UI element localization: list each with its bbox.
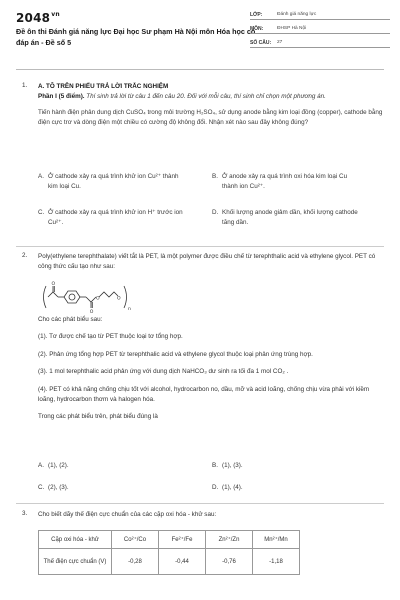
meta-value: 27	[277, 40, 283, 45]
meta-row-count	[250, 38, 390, 48]
choice-text: (1), (2).	[48, 462, 69, 469]
choice-b[interactable]	[212, 461, 362, 471]
meta-key: MÔN:	[250, 25, 264, 32]
question-divider	[16, 503, 384, 504]
choice-label: C.	[38, 209, 45, 216]
section-title: A. TÔ TRÊN PHIẾU TRẢ LỜI TRẮC NGHIỆM	[38, 83, 169, 90]
table-row	[39, 549, 300, 575]
choice-label: C.	[38, 484, 45, 491]
statements-intro: Cho các phát biểu sau:	[38, 316, 103, 323]
site-logo[interactable]	[16, 11, 60, 25]
choice-text: (2), (3).	[48, 484, 69, 491]
brand-suffix: vn	[51, 11, 60, 18]
choice-label: D.	[212, 484, 219, 491]
table-header-cell: Mn²⁺/Mn	[253, 531, 300, 549]
choice-c[interactable]	[38, 208, 188, 228]
question-2-statements	[38, 315, 386, 423]
part-instruction	[38, 92, 386, 102]
choice-label: A.	[38, 462, 44, 469]
document-title: Đề ôn thi Đánh giá năng lực Đại học Sư phạm Hà Nội môn Hóa học có đáp án - Đề số 5	[16, 27, 256, 47]
electrode-potential-table	[38, 530, 300, 575]
question-stem: Tiến hành điện phân dung dịch CuSO₄ trong môi trường H₂SO₄, sử dụng anode bằng kim loại đồng (copper), cathode bằng điện cực trơ và dòng điện một chiều có cường độ không đổi. Nhận xét nào sau đây không đúng?	[38, 108, 383, 127]
choice-text: (1), (3).	[222, 462, 243, 469]
choice-a[interactable]	[38, 461, 188, 471]
svg-text:O: O	[51, 282, 56, 287]
choice-d[interactable]	[212, 208, 362, 228]
question-3-stem: Cho biết dãy thế điện cực chuẩn của các cặp oxi hóa - khử sau:	[38, 511, 217, 518]
table-header-cell: Cặp oxi hóa - khử	[39, 531, 112, 549]
choice-label: A.	[38, 173, 44, 180]
statement-3: (3). 1 mol terephthalic acid phản ứng với dung dịch NaHCO₃ dư sinh ra tối đa 1 mol CO₂ .	[38, 368, 289, 376]
meta-row-class	[250, 10, 390, 20]
table-header-cell: Fe²⁺/Fe	[159, 531, 206, 549]
table-header-cell: Co²⁺/Co	[112, 531, 159, 549]
meta-value: Đánh giá năng lực	[277, 12, 317, 17]
svg-text:O: O	[117, 296, 121, 302]
table-cell: -0,44	[159, 549, 206, 575]
choice-text: Ở cathode xảy ra quá trình khử ion H⁺ trước ion Cu²⁺.	[48, 209, 183, 226]
part-instruction-text: Thí sinh trả lời từ câu 1 đến câu 20. Đối với mỗi câu, thí sinh chỉ chọn một phương án.	[86, 93, 326, 101]
choice-c[interactable]	[38, 483, 188, 493]
question-1-body	[38, 82, 386, 129]
question-number: 2.	[22, 252, 28, 259]
choice-d[interactable]	[212, 483, 362, 493]
table-header-cell: Zn²⁺/Zn	[206, 531, 253, 549]
statement-1: (1). Tơ được chế tạo từ PET thuộc loại tơ tổng hợp.	[38, 333, 183, 341]
part-label: Phần I (5 điểm).	[38, 93, 85, 101]
question-2-prompt: Trong các phát biểu trên, phát biểu đúng là	[38, 413, 158, 421]
pet-structure-image	[38, 280, 148, 314]
statement-4: (4). PET có khả năng chống chịu tốt với alcohol, hydrocarbon no, dầu, mỡ và acid loãng, chống chịu vừa phải với kiềm loãng, hydrocarbon thơm và halogen hóa.	[38, 385, 370, 404]
choice-text: Khối lượng anode giảm dần, khối lượng cathode tăng dần.	[222, 209, 358, 226]
choice-a[interactable]	[38, 172, 188, 192]
question-divider	[16, 246, 384, 247]
page-header	[0, 0, 400, 64]
meta-key: LỚP:	[250, 11, 263, 18]
choice-label: B.	[212, 462, 218, 469]
table-row	[39, 531, 300, 549]
question-number: 1.	[22, 82, 28, 89]
brand-name: 2048	[16, 11, 51, 25]
question-number: 3.	[22, 510, 28, 517]
table-cell: Thế điện cực chuẩn (V)	[39, 549, 112, 575]
choice-label: D.	[212, 209, 219, 216]
table-cell: -1,18	[253, 549, 300, 575]
svg-text:O: O	[89, 310, 94, 314]
choice-text: (1), (4).	[222, 484, 243, 491]
svg-text:O: O	[96, 296, 100, 302]
choice-text: Ở anode xảy ra quá trình oxi hóa kim loại Cu thành ion Cu²⁺.	[222, 173, 348, 190]
choice-label: B.	[212, 173, 218, 180]
choice-text: Ở cathode xảy ra quá trình khử ion Cu²⁺ thành kim loại Cu.	[48, 173, 179, 190]
question-1-choices	[38, 172, 386, 236]
svg-text:n: n	[128, 307, 131, 312]
exam-meta	[250, 10, 390, 52]
meta-row-subject	[250, 24, 390, 34]
statement-2: (2). Phản ứng tổng hợp PET từ terephthalic acid và ethylene glycol thuộc loại phản ứng trùng hợp.	[38, 350, 313, 358]
table-cell: -0,28	[112, 549, 159, 575]
header-divider	[16, 69, 384, 70]
table-cell: -0,76	[206, 549, 253, 575]
choice-b[interactable]	[212, 172, 362, 192]
meta-key: SỐ CÂU:	[250, 39, 272, 46]
question-2-choices	[38, 461, 386, 491]
meta-value: ĐHSP Hà Nội	[277, 26, 307, 31]
question-2-stem: Poly(ethylene terephthalate) viết tắt là PET, là một polymer được điều chế từ terephthalic acid và ethylene glycol. PET có công thức cấu tạo như sau:	[38, 253, 376, 271]
